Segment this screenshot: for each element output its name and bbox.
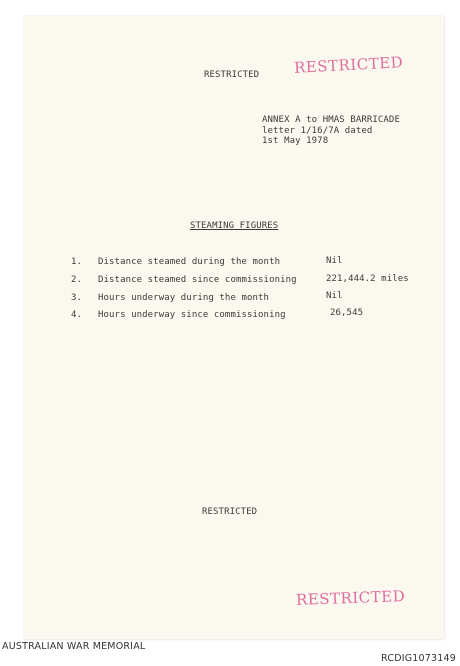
- item-value-1: Nil: [326, 256, 343, 266]
- item-value-4: 26,545: [330, 308, 364, 318]
- item-num-4: 4.: [71, 310, 83, 320]
- item-label-3: Hours underway during the month: [98, 293, 270, 303]
- document-page: [24, 16, 444, 639]
- section-title: STEAMING FIGURES: [190, 221, 279, 231]
- footer-classification: RESTRICTED: [202, 507, 258, 517]
- item-label-4: Hours underway since commissioning: [98, 310, 286, 320]
- annex-line-1: ANNEX A to HMAS BARRICADE: [262, 115, 400, 125]
- restricted-stamp-bottom: RESTRICTED: [295, 587, 406, 609]
- header-classification: RESTRICTED: [204, 70, 260, 80]
- item-label-2: Distance steamed since commissioning: [98, 275, 297, 285]
- item-value-3: Nil: [326, 291, 343, 301]
- item-value-2: 221,444.2 miles: [326, 274, 409, 284]
- item-num-2: 2.: [71, 275, 83, 285]
- restricted-stamp-top: RESTRICTED: [293, 53, 404, 77]
- annex-line-2: letter 1/16/7A dated: [262, 126, 373, 136]
- annex-line-3: 1st May 1978: [262, 136, 329, 146]
- archive-credit: AUSTRALIAN WAR MEMORIAL: [2, 641, 146, 652]
- archive-id: RCDIG1073149: [381, 653, 456, 664]
- item-label-1: Distance steamed during the month: [98, 257, 281, 267]
- item-num-1: 1.: [71, 257, 83, 267]
- item-num-3: 3.: [71, 293, 83, 303]
